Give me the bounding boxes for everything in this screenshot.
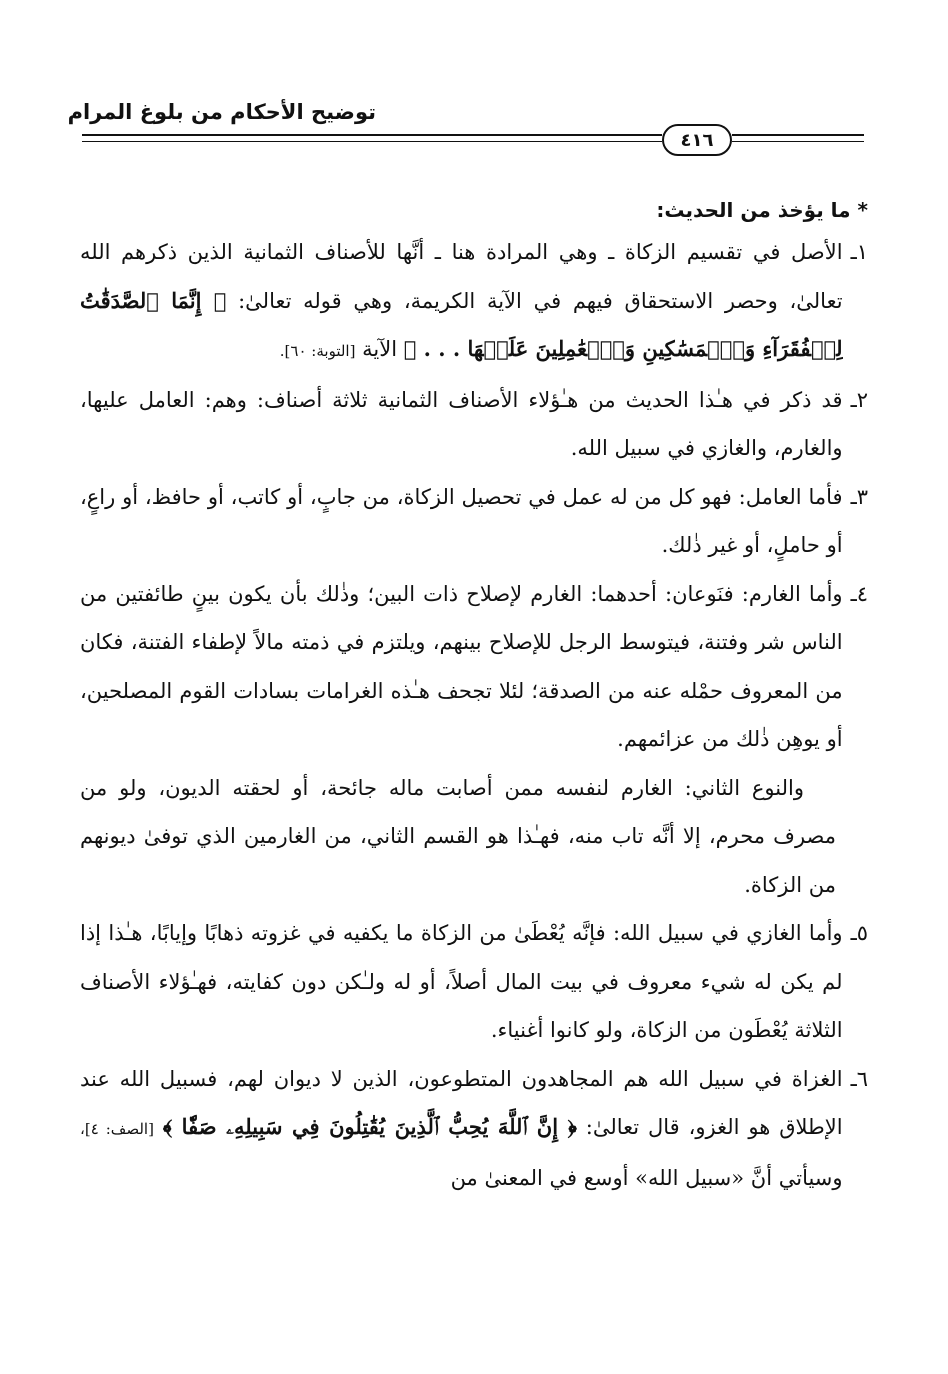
header-rule-right bbox=[732, 134, 864, 136]
item-text: وأما الغارم: فنَوعان: أحدهما: الغارم لإصلاح ذات البين؛ وذٰلك بأن يكون بينٍ طائفتين من الناس شر وفتنة، فيتوسط الرجل للإصلاح بينهم، ويلتزم في ذمته مالاً لإطفاء الفتنة، فكان من المعروف حمْله عنه من الصدقة؛ لئلا تجحف هـٰذه الغرامات بسادات القوم المصلحين، أو يوهِن ذٰلك من عزائمهم. bbox=[80, 581, 843, 751]
verse-reference: [الصف: ٤]، bbox=[80, 1120, 154, 1138]
quran-verse: ﴿ إِنَّمَا ٱلصَّدَقَٰتُ لِلۡفُقَرَآءِ وَٱلۡمَسَٰكِينِ وَٱلۡعَٰمِلِينَ عَلَيۡهَا . . . ﴾ bbox=[80, 287, 843, 361]
item-number: ٥ـ bbox=[850, 921, 868, 945]
item-text bbox=[80, 1055, 843, 1203]
page-number: ٤١٦ bbox=[662, 124, 732, 156]
item-text: فأما العامل: فهو كل من له عمل في تحصيل الزكاة، من جابٍ، أو كاتب، أو حافظ، أو راعٍ، أو حاملٍ، أو غير ذٰلك. bbox=[80, 484, 843, 557]
item-number: ١ـ bbox=[850, 240, 868, 264]
verse-reference: [التوبة: ٦٠]. bbox=[279, 342, 356, 360]
item-text-part: وسيأتي أنَّ «سبيل الله» أوسع في المعنىٰ من bbox=[450, 1165, 843, 1190]
list-item bbox=[80, 473, 868, 570]
item-text: قد ذكر في هـٰذا الحديث من هـٰؤلاء الأصناف الثمانية ثلاثة أصناف: وهم: العامل عليها، والغارم، والغازي في سبيل الله. bbox=[80, 387, 843, 460]
main-text bbox=[80, 198, 868, 1202]
item-text-part: الآية bbox=[355, 337, 404, 361]
header-rule-left-thin bbox=[82, 141, 662, 142]
header-rule-right-thin bbox=[732, 141, 864, 142]
paragraph bbox=[80, 764, 868, 910]
list-item bbox=[80, 228, 868, 376]
item-text bbox=[80, 228, 843, 376]
item-text-part: الأصل في تقسيم الزكاة ـ وهي المرادة هنا ـ أنَّها للأصناف الثمانية الذين ذكرهم الله تعالىٰ، وحصر الاستحقاق فيهم في الآية الكريمة، وهي قوله تعالىٰ: bbox=[80, 240, 843, 313]
item-text: وأما الغازي في سبيل الله: فإنَّه يُعْطَىٰ من الزكاة ما يكفيه في غزوته ذهابًا وإيابًا، هـٰذا إذا لم يكن له شيء معروف في بيت المال أصلاً، أو له ولـٰكن دون كفايته، فهـٰؤلاء الأصناف الثلاثة يُعْطَون من الزكاة، ولو كانوا أغنياء. bbox=[80, 921, 843, 1042]
list-item bbox=[80, 570, 868, 764]
header-rule-left bbox=[82, 134, 662, 136]
item-number: ٦ـ bbox=[850, 1066, 868, 1091]
item-text-part bbox=[154, 1115, 163, 1139]
section-title: * ما يؤخذ من الحديث: bbox=[656, 198, 868, 222]
running-head-title: توضيح الأحكام من بلوغ المرام bbox=[67, 100, 376, 124]
list-item bbox=[80, 909, 868, 1055]
quran-verse: ﴿ إِنَّ ٱللَّهَ يُحِبُّ ٱلَّذِينَ يُقَٰتِلُونَ فِي سَبِيلِهِۦ صَفّٗا ﴾ bbox=[162, 1114, 577, 1139]
item-number: ٣ـ bbox=[850, 484, 868, 509]
item-text-part: الغزاة في سبيل الله هم المجاهدون المتطوعون، الذين لا ديوان لهم، فسبيل الله عند الإطلاق هو الغزو، قال تعالىٰ: bbox=[80, 1066, 843, 1139]
list-item bbox=[80, 1055, 868, 1203]
list-item bbox=[80, 376, 868, 473]
paragraph-text: والنوع الثاني: الغارم لنفسه ممن أصابت ماله جائحة، أو لحقته الديون، ولو من مصرف محرم، إلا أنَّه تاب منه، فهـٰذا هو القسم الثاني، من الغارمين الذي توفىٰ ديونهم من الزكاة. bbox=[80, 775, 836, 897]
item-number: ٢ـ bbox=[850, 387, 868, 412]
item-number: ٤ـ bbox=[850, 581, 868, 606]
